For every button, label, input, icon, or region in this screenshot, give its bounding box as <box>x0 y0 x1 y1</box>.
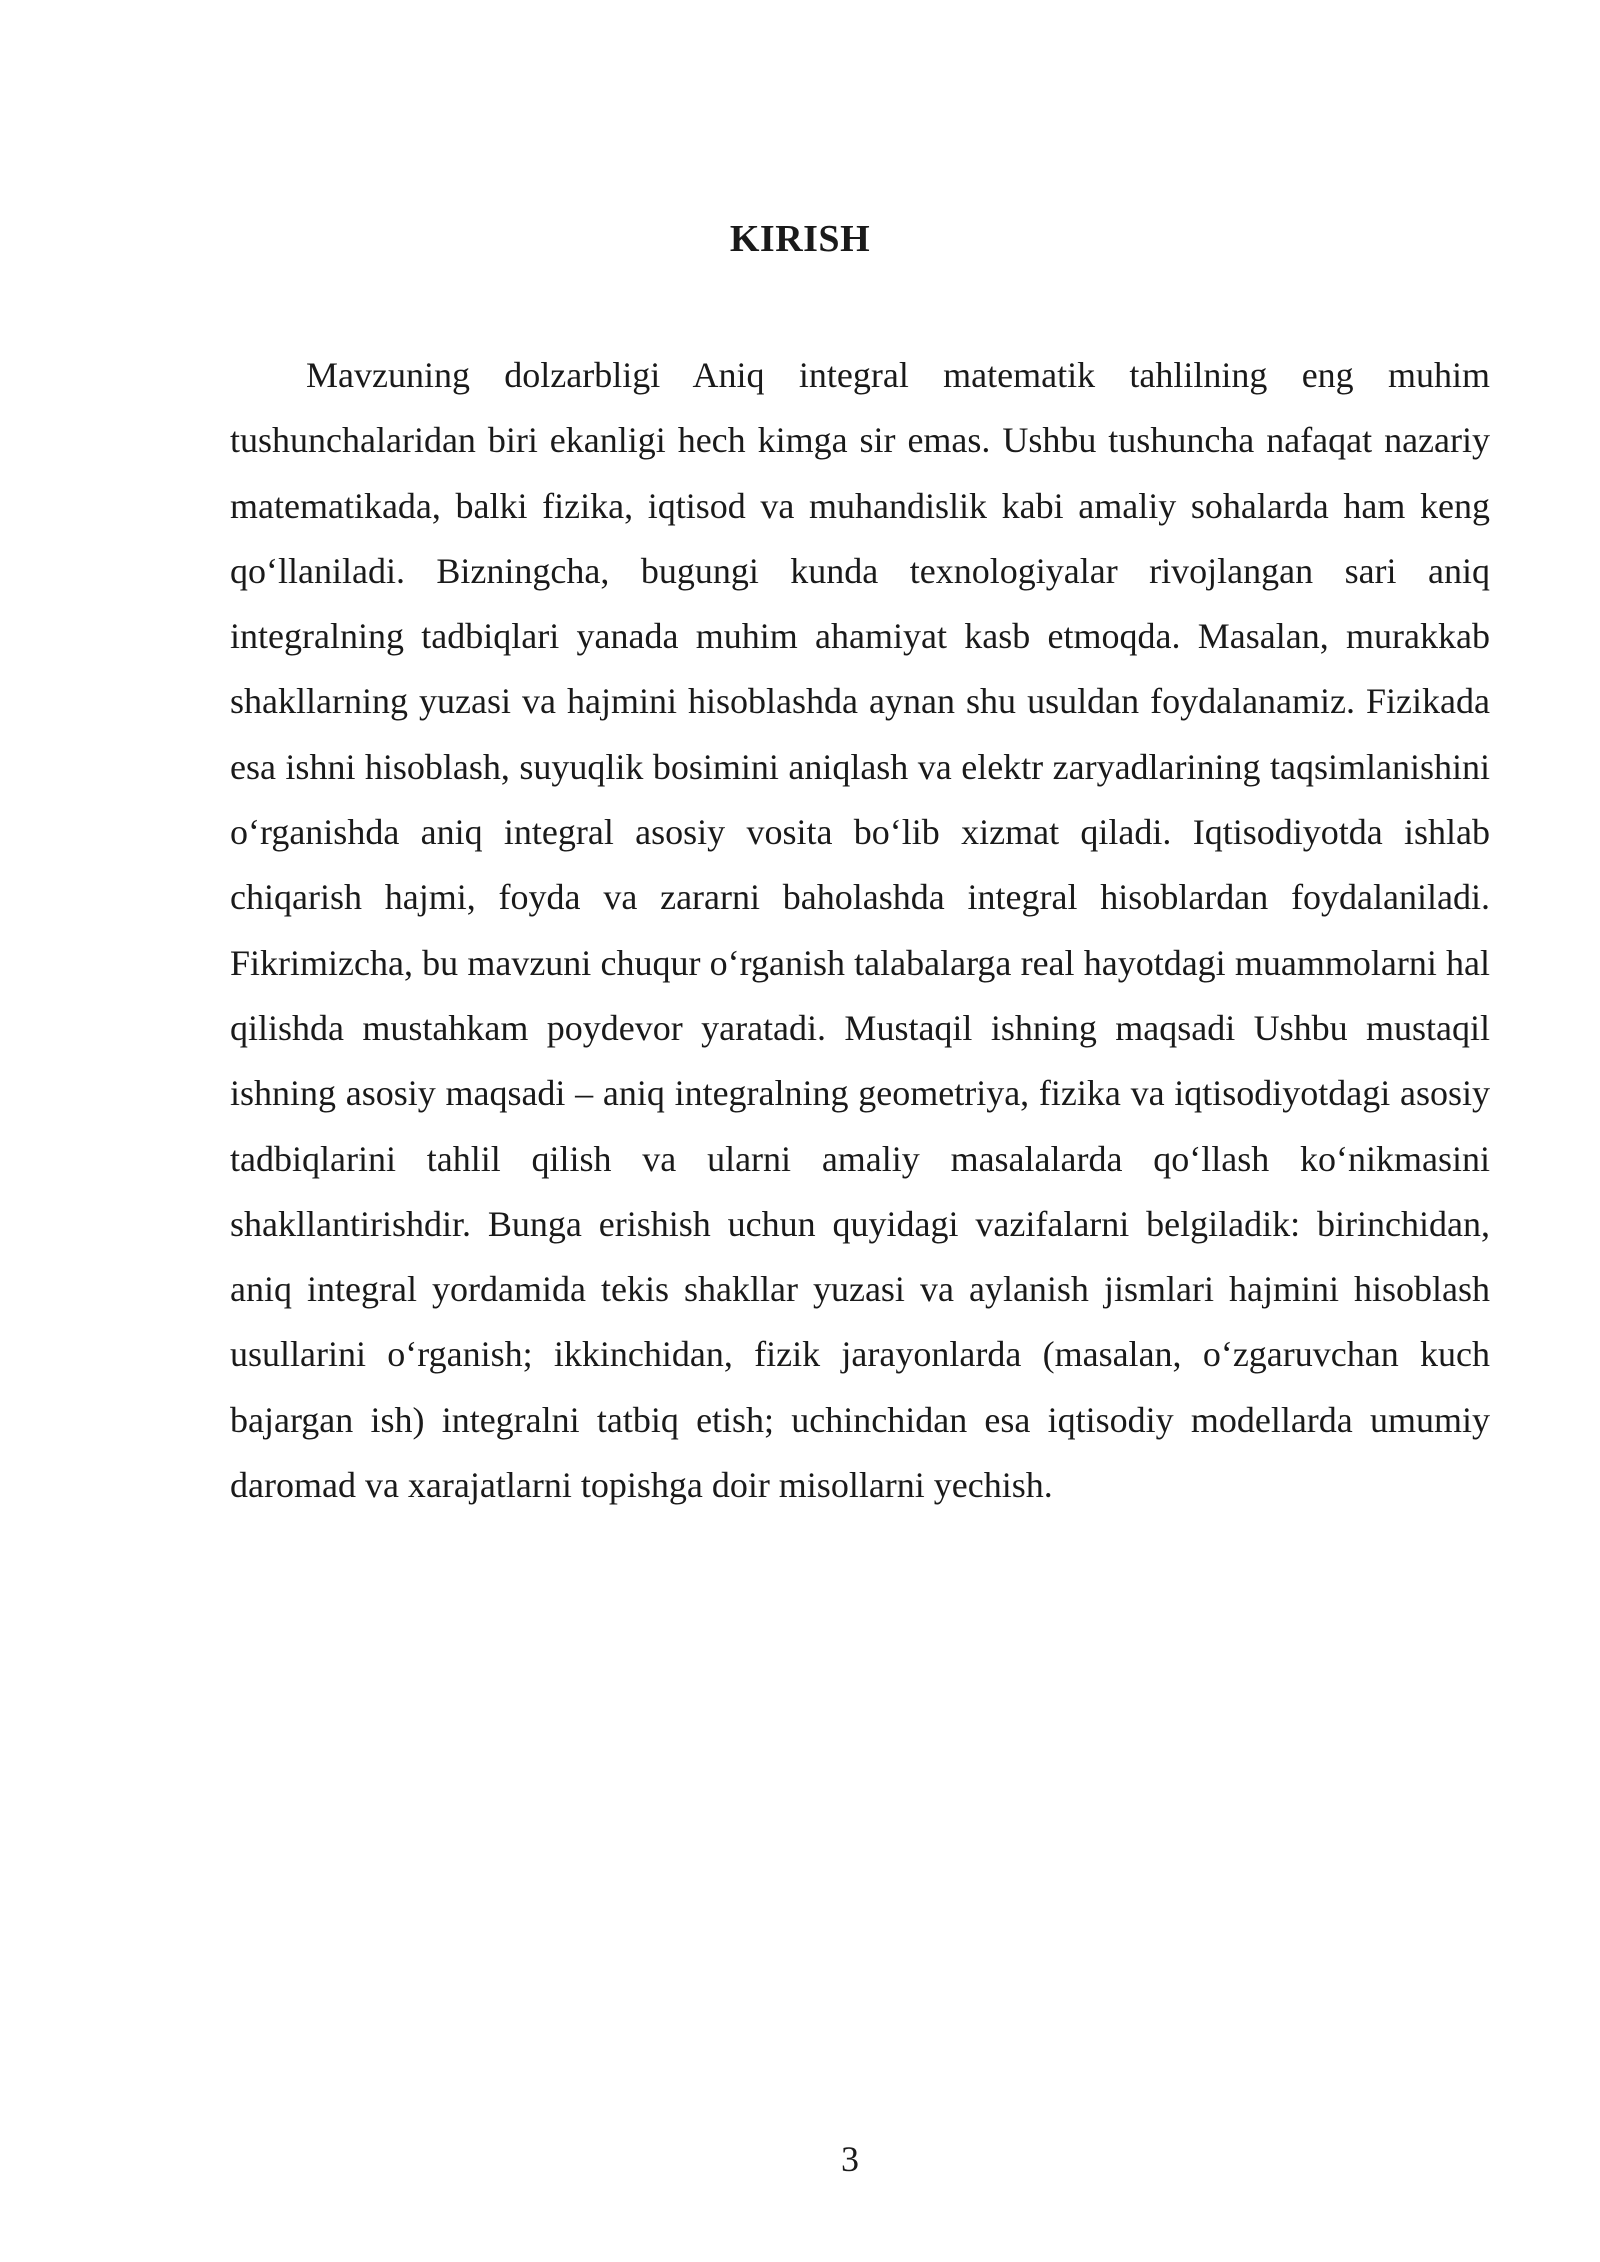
body-paragraph: Mavzuning dolzarbligi Aniq integral matematik tahlilning eng muhim tushunchalaridan biri ekanligi hech kimga sir emas. Ushbu tushuncha nafaqat nazariy matematikada, balki fizika, iqtisod va muhandislik kabi amaliy sohalarda ham keng qo‘llaniladi. Bizningcha, bugungi kunda texnologiyalar rivojlangan sari aniq integralning tadbiqlari yanada muhim ahamiyat kasb etmoqda. Masalan, murakkab shakllarning yuzasi va hajmini hisoblashda aynan shu usuldan foydalanamiz. Fizikada esa ishni hisoblash, suyuqlik bosimini aniqlash va elektr zaryadlarining taqsimlanishini o‘rganishda aniq integral asosiy vosita bo‘lib xizmat qiladi. Iqtisodiyotda ishlab chiqarish hajmi, foyda va zararni baholashda integral hisoblardan foydalaniladi. Fikrimizcha, bu mavzuni chuqur o‘rganish talabalarga real hayotdagi muammolarni hal qilishda mustahkam poydevor yaratadi. Mustaqil ishning maqsadi Ushbu mustaqil ishning asosiy maqsadi – aniq integralning geometriya, fizika va iqtisodiyotdagi asosiy tadbiqlarini tahlil qilish va ularni amaliy masalalarda qo‘llash ko‘nikmasini shakllantirishdir. Bunga erishish uchun quyidagi vazifalarni belgiladik: birinchidan, aniq integral yordamida tekis shakllar yuzasi va aylanish jismlari hajmini hisoblash usullarini o‘rganish; ikkinchidan, fizik jarayonlarda (masalan, o‘zgaruvchan kuch bajargan ish) integralni tatbiq etish; uchinchidan esa iqtisodiy modellarda umumiy daromad va xarajatlarni topishga doir misollarni yechish. <box>230 355 1490 1506</box>
page-number: 3 <box>841 2139 859 2179</box>
section-heading: KIRISH <box>729 218 871 260</box>
